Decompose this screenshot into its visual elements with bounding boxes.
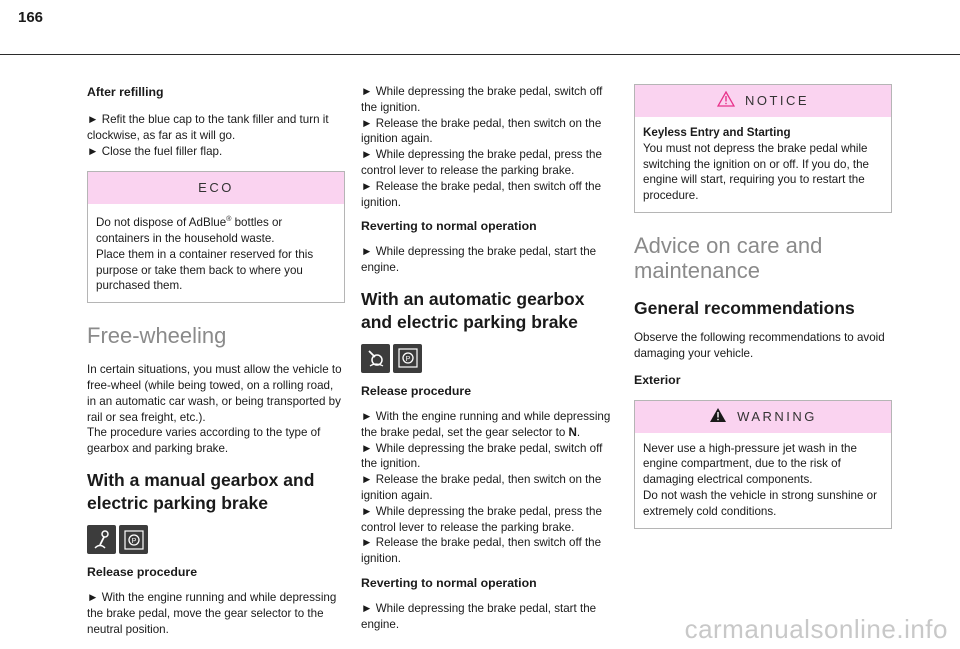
warning-label: WARNING <box>737 408 817 424</box>
auto-step-release-off: ► Release the brake pedal, then switch off the ignition. <box>361 536 602 566</box>
column-1 <box>87 84 345 647</box>
manual-step-press-lever: ► While depressing the brake pedal, press the control lever to release the parking brake. <box>361 148 602 177</box>
auto-step-press-lever: ► While depressing the brake pedal, press the control lever to release the parking brake. <box>361 504 602 534</box>
eco-box-header: ECO <box>88 172 344 204</box>
exterior-heading: Exterior <box>634 372 681 387</box>
notice-label: NOTICE <box>744 93 810 109</box>
watermark: carmanualsonline.info <box>684 614 948 644</box>
automatic-revert-step: ► While depressing the brake pedal, start the engine. <box>361 601 597 631</box>
care-maintenance-heading: Advice on care and maintenance <box>634 232 823 283</box>
manual-step-switch-off: ► While depressing the brake pedal, switch off the ignition. <box>361 85 603 114</box>
manual-gearbox-heading: With a manual gearbox and electric parking brake <box>87 470 315 514</box>
automatic-gear-icon <box>361 344 390 373</box>
notice-box-header <box>635 85 891 117</box>
manual-revert-heading: Reverting to normal operation <box>361 219 537 234</box>
freewheeling-intro: In certain situations, you must allow the vehicle to free-wheel (while being towed, on a rolling road, in an automatic car wash, or being transported by rail or sea freight, etc.). <box>87 363 342 424</box>
manual-step-switch-on: ► Release the brake pedal, then switch on the ignition again. <box>361 116 602 146</box>
eco-text: Do not dispose of AdBlue® bottles or containers in the household waste. <box>96 216 283 246</box>
automatic-revert-heading: Reverting to normal operation <box>361 575 537 590</box>
warning-triangle-icon <box>717 91 735 111</box>
general-recommendations-text: Observe the following recommendations to avoid damaging your vehicle. <box>634 330 885 360</box>
parking-brake-icon <box>119 525 148 554</box>
manual-release-heading: Release procedure <box>87 565 198 580</box>
warning-box-body <box>635 433 891 528</box>
eco-box <box>87 171 345 303</box>
notice-text: You must not depress the brake pedal while switching the ignition on or off. If you do, the engine will start, requiring you to restart the procedure. <box>643 141 870 203</box>
column-3 <box>634 84 892 549</box>
page-number: 166 <box>18 9 44 26</box>
warning-triangle-icon <box>709 407 727 427</box>
warning-box-header <box>635 401 891 433</box>
freewheeling-note: The procedure varies according to the type of gearbox and parking brake. <box>87 426 321 456</box>
warning-text-2: Do not wash the vehicle in strong sunshine or extremely cold conditions. <box>643 488 877 518</box>
automatic-gearbox-heading: With an automatic gearbox and electric parking brake <box>361 288 585 332</box>
step-close-flap: ► Close the fuel filler flap. <box>87 144 223 158</box>
manual-icons <box>87 525 345 554</box>
notice-box <box>634 84 892 213</box>
warning-text-1: Never use a high-pressure jet wash in the engine compartment, due to the risk of damaging electrical components. <box>643 441 857 487</box>
svg-text:P: P <box>131 537 136 545</box>
freewheeling-heading: Free-wheeling <box>87 323 227 349</box>
after-refilling-heading: After refilling <box>87 85 164 99</box>
parking-brake-icon <box>393 344 422 373</box>
automatic-icons <box>361 344 619 373</box>
svg-text:P: P <box>405 356 410 364</box>
header-divider <box>0 54 960 55</box>
automatic-release-heading: Release procedure <box>361 383 472 398</box>
warning-box <box>634 400 892 529</box>
eco-box-body <box>88 204 344 302</box>
eco-text-2: Place them in a container reserved for this purpose or take them back to where you purchased them. <box>96 247 314 293</box>
step-refit-cap: ► Refit the blue cap to the tank filler and turn it clockwise, as far as it will go. <box>87 113 329 142</box>
notice-title: Keyless Entry and Starting <box>643 126 791 139</box>
manual-step-release-off: ► Release the brake pedal, then switch off the ignition. <box>361 179 602 209</box>
auto-step-switch-off: ► While depressing the brake pedal, switch off the ignition. <box>361 441 603 471</box>
manual-gear-lever-icon <box>87 525 116 554</box>
auto-step-switch-on: ► Release the brake pedal, then switch on the ignition again. <box>361 473 602 502</box>
auto-step-gear-n: ► With the engine running and while depressing the brake pedal, set the gear selector to N. <box>361 409 611 439</box>
notice-box-body <box>635 117 891 212</box>
manual-revert-step: ► While depressing the brake pedal, start the engine. <box>361 245 597 275</box>
general-recommendations-heading: General recommendations <box>634 297 855 318</box>
manual-release-step: ► With the engine running and while depressing the brake pedal, move the gear selector to the neutral position. <box>87 591 337 636</box>
column-2 <box>361 84 619 643</box>
